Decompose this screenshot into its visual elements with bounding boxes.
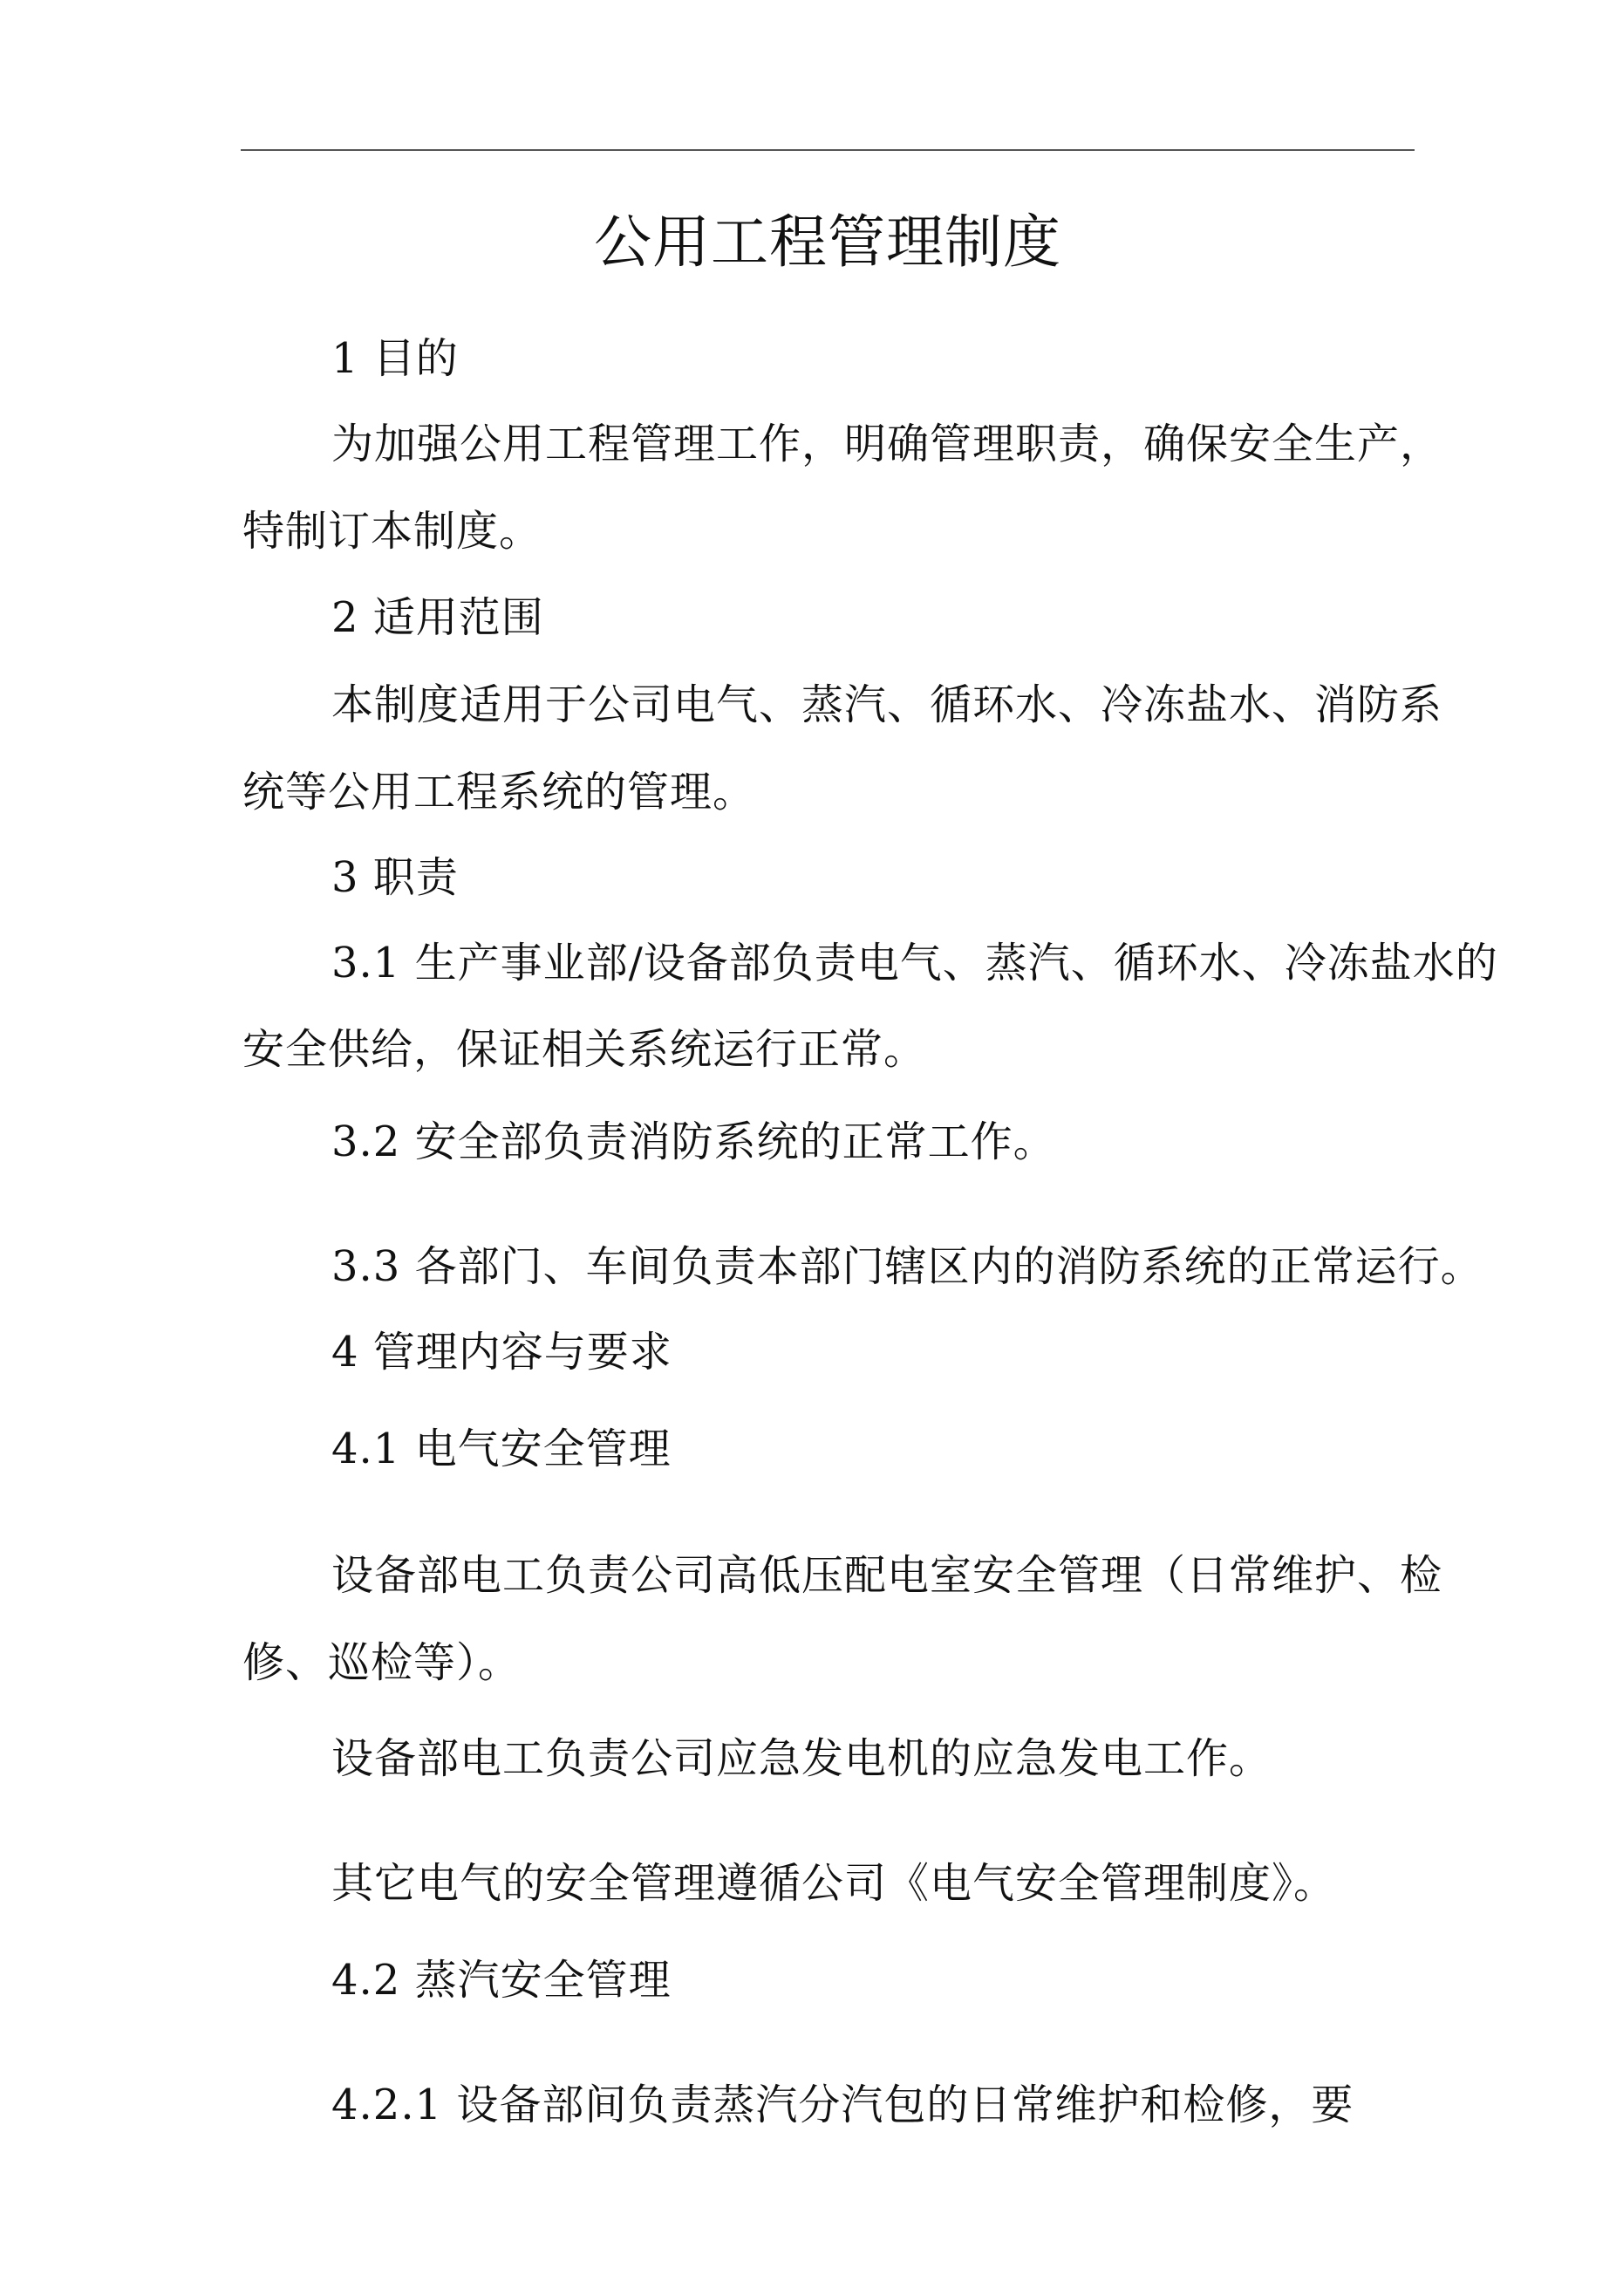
paragraph-line: 为加强公用工程管理工作，明确管理职责，确保安全生产， xyxy=(331,420,1443,468)
document-title: 公用工程管理制度 xyxy=(594,208,1061,276)
paragraph-line: 修、巡检等）。 xyxy=(242,1638,522,1687)
paragraph-line: 3.3 各部门、车间负责本部门辖区内的消防系统的正常运行。 xyxy=(331,1242,1483,1291)
paragraph-line: 特制订本制度。 xyxy=(242,507,542,556)
subsection-heading-4-2: 4.2 蒸汽安全管理 xyxy=(331,1956,672,2005)
paragraph-line: 设备部电工负责公司高低压配电室安全管理（日常维护、检 xyxy=(331,1551,1443,1600)
paragraph-line: 设备部电工负责公司应急发电机的应急发电工作。 xyxy=(331,1734,1272,1783)
header-rule xyxy=(241,149,1415,151)
section-heading-1: 1 目的 xyxy=(331,334,459,383)
section-heading-3: 3 职责 xyxy=(331,853,459,902)
section-heading-2: 2 适用范围 xyxy=(331,593,544,642)
paragraph-line: 安全供给，保证相关系统运行正常。 xyxy=(242,1025,927,1074)
paragraph-line: 4.2.1 设备部间负责蒸汽分汽包的日常维护和检修，要 xyxy=(331,2081,1354,2129)
paragraph-line: 其它电气的安全管理遵循公司《电气安全管理制度》。 xyxy=(331,1859,1337,1908)
section-heading-4: 4 管理内容与要求 xyxy=(331,1328,672,1377)
paragraph-line: 3.2 安全部负责消防系统的正常工作。 xyxy=(331,1117,1056,1166)
subsection-heading-4-1: 4.1 电气安全管理 xyxy=(331,1425,672,1473)
paragraph-line: 统等公用工程系统的管理。 xyxy=(242,768,756,817)
paragraph-line: 3.1 生产事业部/设备部负责电气、蒸汽、循环水、冷冻盐水的 xyxy=(331,939,1498,987)
paragraph-line: 本制度适用于公司电气、蒸汽、循环水、冷冻盐水、消防系 xyxy=(331,680,1443,729)
